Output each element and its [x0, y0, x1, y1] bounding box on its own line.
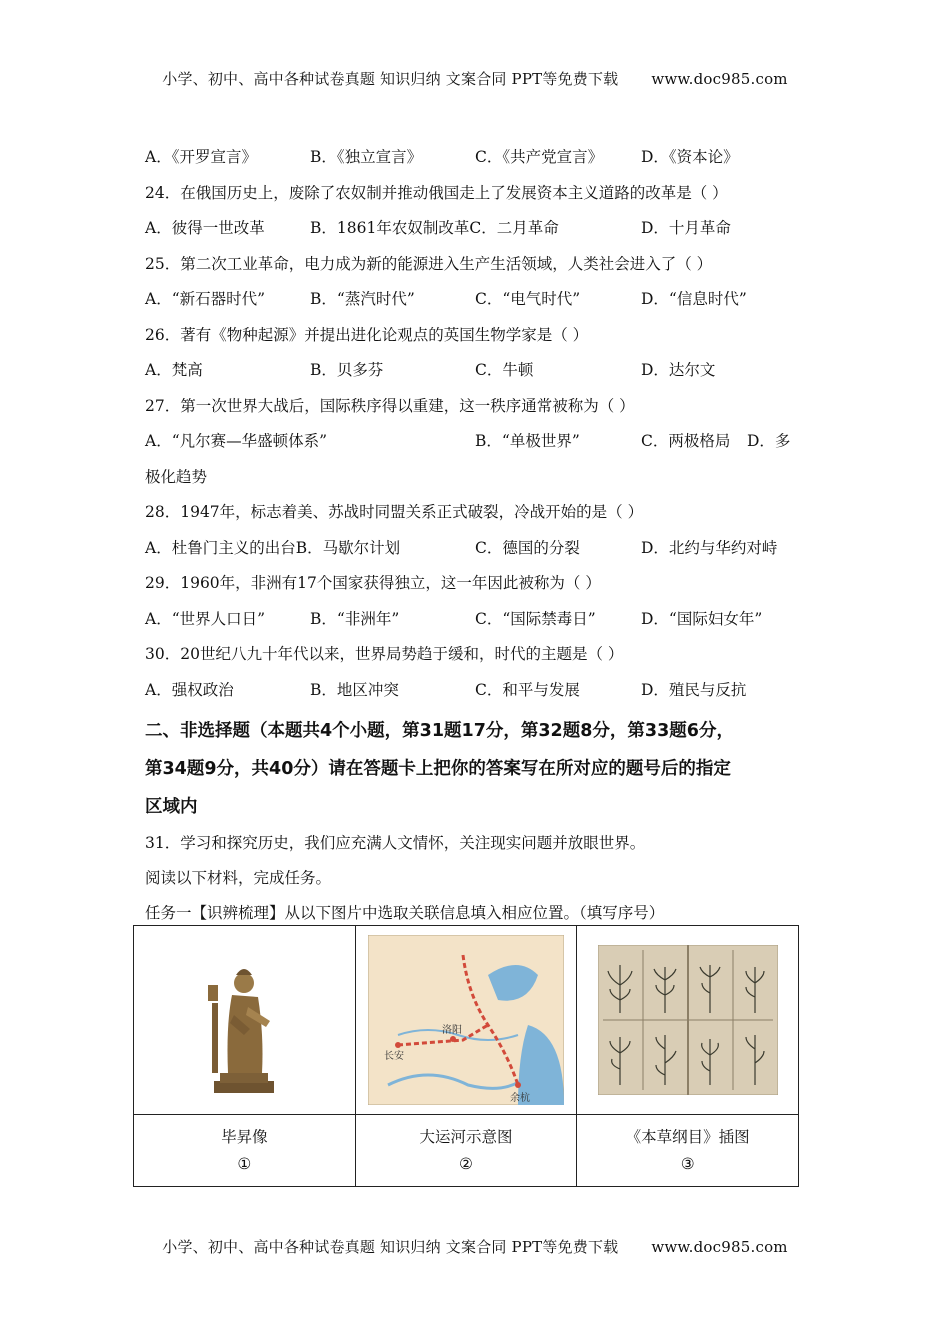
caption-1: 毕昇像 [221, 1127, 268, 1146]
q27-option-c: C．两极格局 [641, 432, 731, 450]
q29-option-a: A．“世界人口日” [145, 609, 266, 628]
caption-2: 大运河示意图 [419, 1127, 513, 1146]
q25-option-b: B．“蒸汽时代” [310, 290, 415, 308]
caption-2-number: ② [459, 1154, 473, 1173]
caption-1-number: ① [237, 1154, 252, 1173]
picture-cell-3 [577, 926, 799, 1115]
q29-option-c: C．“国际禁毒日” [475, 609, 596, 628]
section-2-line-2: 第34题9分，共40分）请在答题卡上把你的答案写在所对应的题号后的指定 [145, 759, 731, 779]
caption-cell-1 [134, 1115, 356, 1187]
q23-option-d: D．《资本论》 [641, 148, 739, 166]
q27-option-a: A．“凡尔赛—华盛顿体系” [145, 432, 328, 450]
q27-option-d: D．多 [747, 432, 791, 450]
q23-option-a: A．《开罗宣言》 [145, 148, 257, 166]
q23-option-c: C．《共产党宣言》 [475, 148, 604, 166]
picture-table [133, 925, 799, 1187]
q23-option-b: B．《独立宣言》 [310, 148, 423, 166]
caption-row [134, 1115, 799, 1187]
q26-option-d: D．达尔文 [641, 361, 716, 379]
picture-row [134, 926, 799, 1115]
caption-cell-2 [355, 1115, 577, 1187]
q31-stem: 31．学习和探究历史，我们应充满人文情怀，关注现实问题并放眼世界。 [145, 834, 646, 852]
q26-stem: 26．著有《物种起源》并提出进化论观点的英国生物学家是（ ） [145, 325, 589, 344]
q30-stem: 30．20世纪八九十年代以来，世界局势趋于缓和，时代的主题是（ ） [145, 645, 624, 663]
header-text: 小学、初中、高中各种试卷真题 知识归纳 文案合同 PPT等免费下载 [162, 70, 619, 88]
q30-option-b: B．地区冲突 [310, 680, 399, 699]
q28-option-d: D．北约与华约对峙 [641, 538, 778, 557]
q29-option-b: B．“非洲年” [310, 609, 400, 628]
q24-stem: 24．在俄国历史上，废除了农奴制并推动俄国走上了发展资本主义道路的改革是（ ） [145, 183, 728, 202]
q24-option-d: D．十月革命 [641, 219, 731, 237]
q30-option-c: C．和平与发展 [475, 680, 580, 699]
exam-content [145, 140, 805, 931]
map-label-city1: 长安 [383, 1051, 404, 1062]
q25-stem: 25．第二次工业革命，电力成为新的能源进入生产生活领域，人类社会进入了（ ） [145, 254, 713, 273]
caption-cell-3 [577, 1115, 799, 1187]
header-site[interactable]: www.doc985.com [651, 70, 788, 88]
q25-option-c: C．“电气时代” [475, 290, 581, 308]
q30-options [145, 673, 805, 709]
q26-option-b: B．贝多芬 [310, 361, 384, 379]
q31-task-1: 任务一【识辨梳理】从以下图片中选取关联信息填入相应位置。（填写序号） [145, 904, 665, 922]
q25-options [145, 282, 805, 318]
q24-option-a: A．彼得一世改革 [145, 219, 265, 237]
section-2-line-1: 二、非选择题（本题共4个小题，第31题17分，第32题8分，第33题6分， [145, 721, 734, 741]
q27-option-b: B．“单极世界” [475, 432, 580, 450]
q25-option-a: A．“新石器时代” [145, 290, 266, 308]
map-label-city2: 洛阳 [441, 1025, 462, 1036]
section-2-line-3: 区域内 [145, 797, 198, 817]
q28-options [145, 531, 805, 567]
page-header [0, 68, 950, 89]
q28-stem: 28．1947年，标志着美、苏战时同盟关系正式破裂，冷战开始的是（ ） [145, 503, 644, 521]
q24-options [145, 211, 805, 247]
q30-option-a: A．强权政治 [145, 680, 234, 699]
q27-option-d-continued: 极化趋势 [145, 467, 208, 486]
q31-instruction: 阅读以下材料，完成任务。 [145, 869, 332, 887]
q28-option-ab: A．杜鲁门主义的出台B．马歇尔计划 [145, 538, 401, 557]
herbal-book-icon [598, 945, 778, 1095]
page-footer [0, 1236, 950, 1257]
q24-option-bc: B．1861年农奴制改革C．二月革命 [310, 219, 559, 237]
q27-stem: 27．第一次世界大战后，国际秩序得以重建，这一秩序通常被称为（ ） [145, 396, 635, 415]
statue-icon [204, 945, 284, 1095]
footer-text: 小学、初中、高中各种试卷真题 知识归纳 文案合同 PPT等免费下载 [162, 1238, 619, 1256]
section-2-heading [145, 712, 805, 826]
q26-options [145, 353, 805, 389]
picture-cell-2 [355, 926, 577, 1115]
picture-cell-1 [134, 926, 356, 1115]
q23-options [145, 140, 805, 176]
map-icon [368, 935, 564, 1105]
q28-option-c: C．德国的分裂 [475, 538, 580, 557]
caption-3: 《本草纲目》插图 [625, 1127, 750, 1146]
caption-3-number: ③ [680, 1154, 695, 1173]
q29-stem: 29．1960年，非洲有17个国家获得独立，这一年因此被称为（ ） [145, 574, 601, 592]
q26-option-c: C．牛顿 [475, 361, 534, 379]
q26-option-a: A．梵高 [145, 361, 203, 379]
map-label-city3: 余杭 [509, 1093, 530, 1104]
q29-options [145, 602, 805, 638]
footer-site[interactable]: www.doc985.com [651, 1238, 788, 1256]
q27-options [145, 424, 805, 460]
q30-option-d: D．殖民与反抗 [641, 680, 747, 699]
q29-option-d: D．“国际妇女年” [641, 609, 763, 628]
q25-option-d: D．“信息时代” [641, 290, 747, 308]
